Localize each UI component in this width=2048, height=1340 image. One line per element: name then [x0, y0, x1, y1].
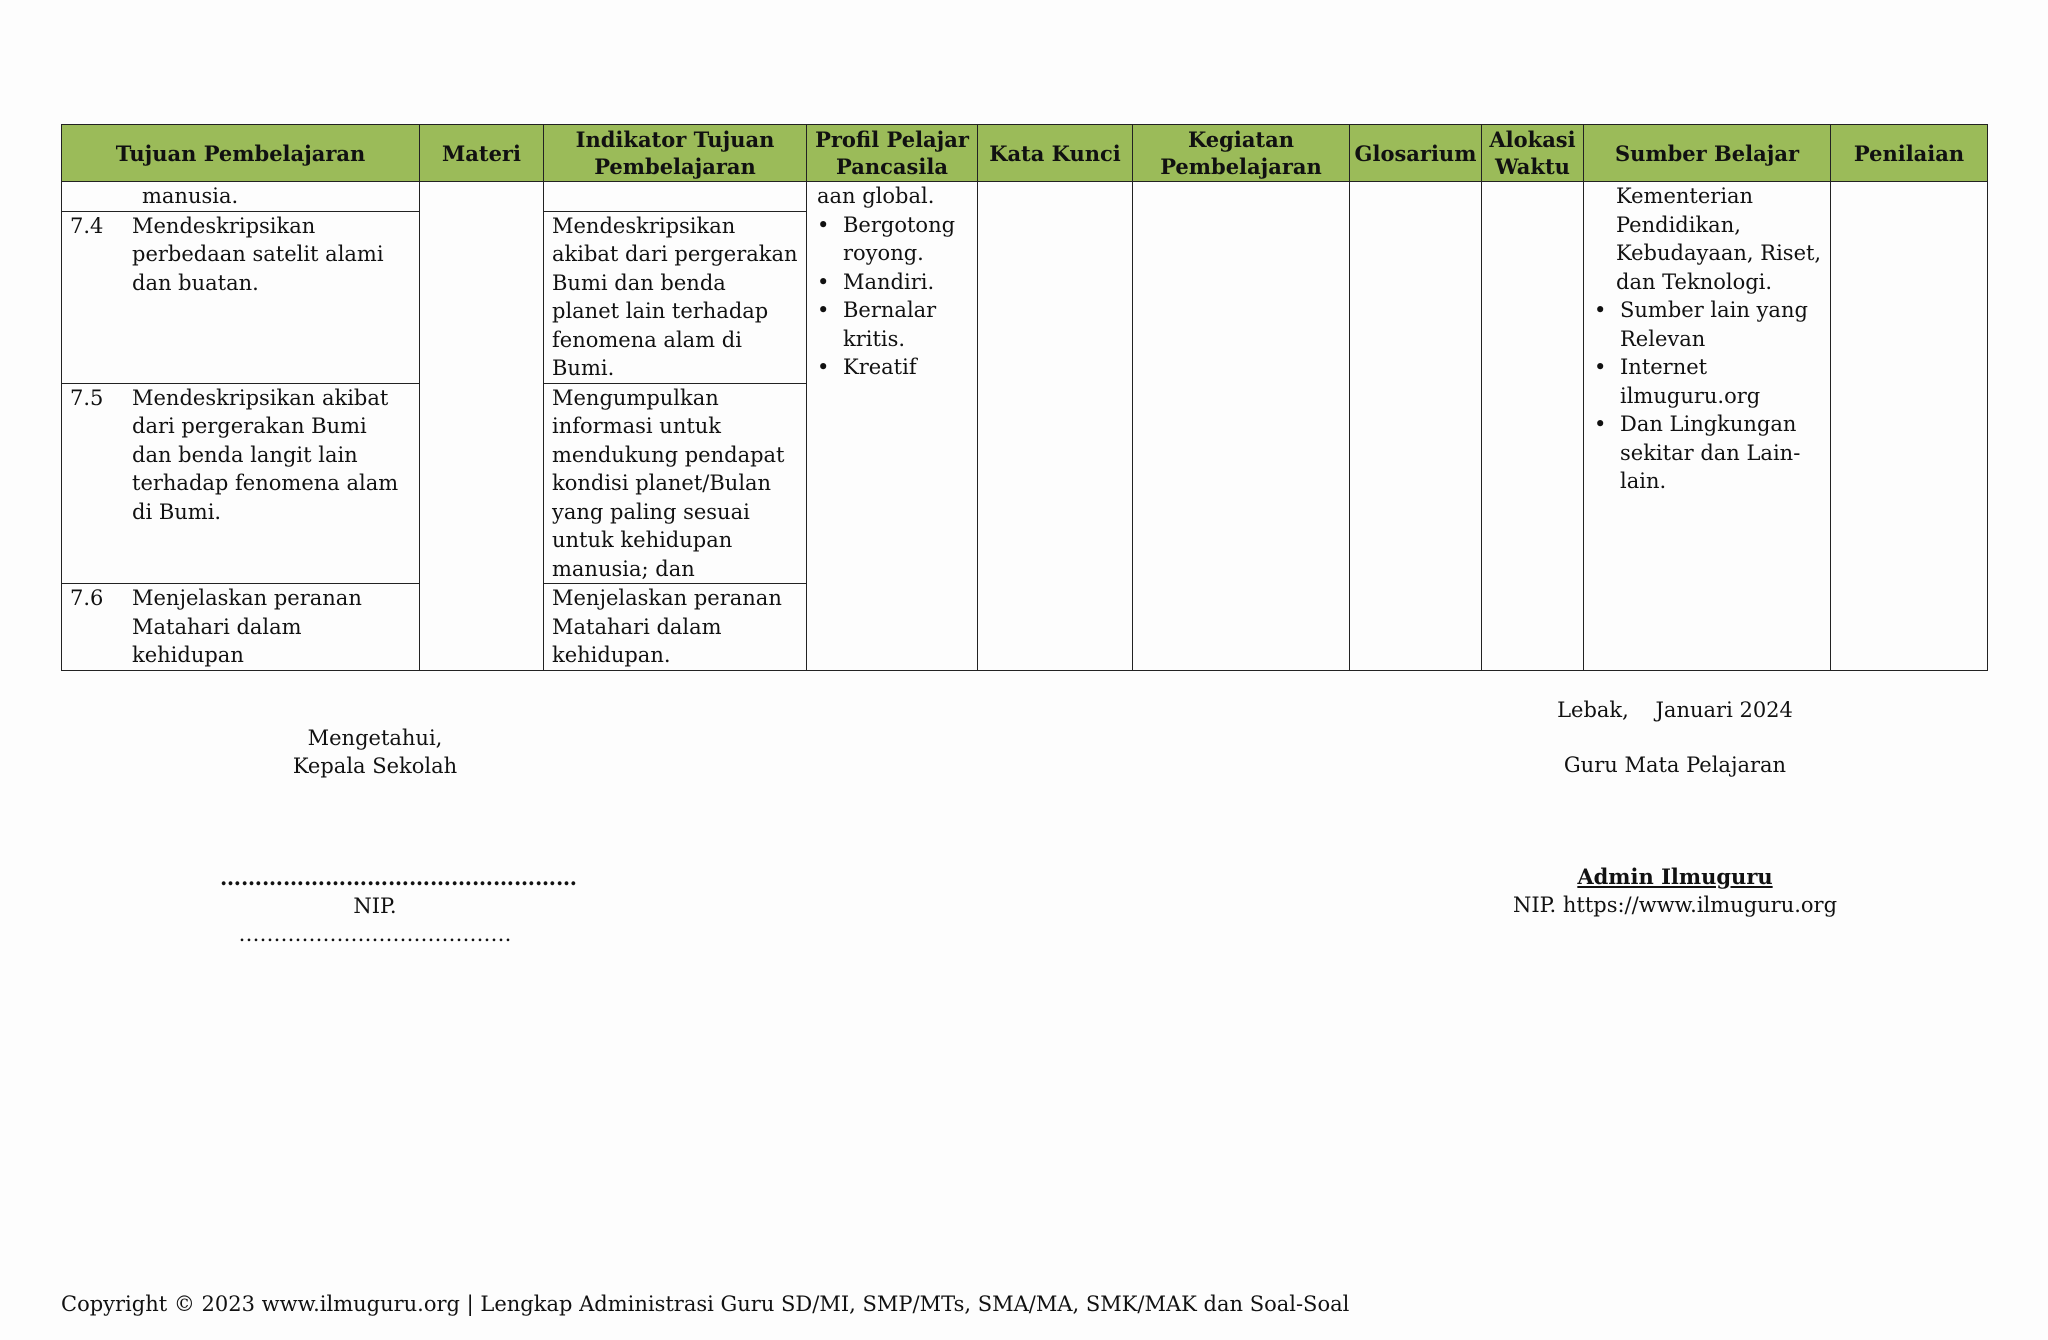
- sumber-list: [1590, 296, 1824, 496]
- tp-text: Mendeskripsikan akibat dari pergerakan Bumi dan benda langit lain terhadap fenomena alam di Bumi.: [132, 385, 399, 524]
- indikator-cell: [544, 182, 807, 212]
- profil-list: [813, 211, 971, 382]
- kata-kunci-cell: [978, 182, 1133, 671]
- teacher-name: Admin Ilmuguru: [1577, 864, 1773, 889]
- acknowledge-label: Mengetahui,: [307, 726, 443, 750]
- signature-block-headmaster: [220, 724, 577, 948]
- sumber-lead: Kementerian Pendidikan, Kebudayaan, Riset, dan Teknologi.: [1616, 184, 1822, 294]
- tp-number: 7.6: [70, 586, 104, 610]
- list-item: • Bergotong royong.: [833, 211, 971, 268]
- headmaster-role: Kepala Sekolah: [292, 754, 458, 778]
- place-date: Lebak, Januari 2024: [1557, 698, 1793, 722]
- indikator-cell: Mendeskripsikan akibat dari pergerakan Bumi dan benda planet lain terhadap fenomena alam di Bumi.: [544, 211, 807, 383]
- tp-cell: [62, 211, 420, 383]
- copyright-footer: Copyright © 2023 www.ilmuguru.org | Lengkap Administrasi Guru SD/MI, SMP/MTs, SMA/MA, SMK/MAK dan Soal-Soal: [61, 1292, 1350, 1316]
- list-item: • Internet ilmuguru.org: [1610, 353, 1824, 410]
- header-kegiatan: Kegiatan Pembelajaran: [1133, 125, 1350, 182]
- tp-cell: [62, 383, 420, 584]
- indikator-cell: Mengumpulkan informasi untuk mendukung pendapat kondisi planet/Bulan yang paling sesuai untuk kehidupan manusia; dan: [544, 383, 807, 584]
- header-glosarium: Glosarium: [1350, 125, 1482, 182]
- signature-block-teacher: [1460, 696, 1890, 919]
- header-profil-pelajar: Profil Pelajar Pancasila: [807, 125, 978, 182]
- header-tujuan-pembelajaran: Tujuan Pembelajaran: [62, 125, 420, 182]
- headmaster-nip: NIP. …………………………………: [238, 894, 512, 946]
- tp-number: 7.5: [70, 385, 104, 410]
- tp-cell: [62, 584, 420, 671]
- teacher-role: Guru Mata Pelajaran: [1563, 753, 1787, 777]
- header-kata-kunci: Kata Kunci: [978, 125, 1133, 182]
- penilaian-cell: [1831, 182, 1988, 671]
- list-item: • Dan Lingkungan sekitar dan Lain-lain.: [1610, 410, 1824, 496]
- sumber-cell: [1584, 182, 1831, 671]
- profil-cell: [807, 182, 978, 671]
- header-alokasi-waktu: Alokasi Waktu: [1482, 125, 1584, 182]
- header-penilaian: Penilaian: [1831, 125, 1988, 182]
- list-item: • Sumber lain yang Relevan: [1610, 296, 1824, 353]
- tp-text: Menjelaskan peranan Matahari dalam kehidupan: [132, 586, 362, 667]
- list-item: • Bernalar kritis.: [833, 296, 971, 353]
- profil-lead: aan global.: [817, 184, 935, 208]
- kegiatan-cell: [1133, 182, 1350, 671]
- header-sumber-belajar: Sumber Belajar: [1584, 125, 1831, 182]
- tp-text: manusia.: [142, 184, 239, 208]
- header-indikator: Indikator Tujuan Pembelajaran: [544, 125, 807, 182]
- alokasi-cell: [1482, 182, 1584, 671]
- list-item: • Kreatif: [833, 353, 971, 382]
- table-header-row: [62, 125, 1988, 182]
- tp-number: 7.4: [70, 213, 104, 238]
- list-item: • Mandiri.: [833, 268, 971, 297]
- tp-cell: [62, 182, 420, 212]
- teacher-nip: NIP. https://www.ilmuguru.org: [1512, 893, 1838, 917]
- glosarium-cell: [1350, 182, 1482, 671]
- header-materi: Materi: [420, 125, 544, 182]
- table-row: [62, 182, 1988, 212]
- materi-cell: [420, 182, 544, 671]
- silabus-table: [61, 124, 1988, 671]
- tp-text: Mendeskripsikan perbedaan satelit alami dan buatan.: [132, 213, 384, 295]
- indikator-cell: Menjelaskan peranan Matahari dalam kehidupan.: [544, 584, 807, 671]
- headmaster-name-line: ……………………………………………: [220, 865, 577, 890]
